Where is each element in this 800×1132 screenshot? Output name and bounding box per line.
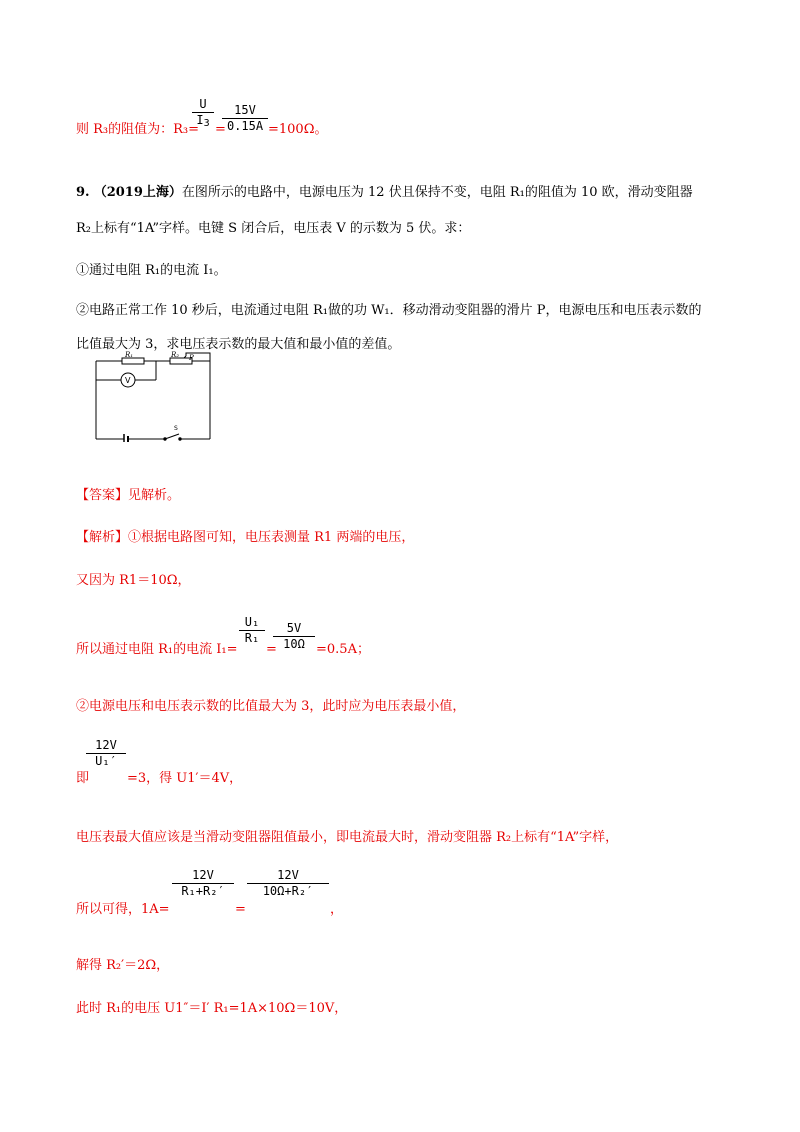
r2-label: R₂ [171,351,180,359]
u1-frac-denominator: U₁′ [95,754,117,768]
r3-result-line [76,121,199,139]
i1-fraction-u1-over-r1 [239,615,265,646]
i1-frac2-numerator: 5V [286,621,302,635]
r3-eq: = [215,122,226,137]
analysis-i1-prefix: 所以通过电阻 R₁的电流 I₁= [76,642,238,657]
question-line-1 [76,184,693,202]
r3-result: =100Ω。 [268,122,328,137]
r2-eq: = [235,902,246,917]
analysis-line-8: 解得 R₂′＝2Ω， [76,958,170,973]
v-label: V [125,376,131,385]
i1-frac2-denominator: 10Ω [283,637,305,651]
answer-line: 【答案】见解析。 [76,488,181,503]
r3-frac-den-main: I [196,113,204,127]
r3-frac2-denominator: 0.15A [226,119,264,133]
s-label: S [174,425,178,432]
analysis-line-1: 【解析】①根据电路图可知，电压表测量 R1 两端的电压， [76,530,415,545]
i1-result: =0.5A； [316,642,370,657]
analysis-line-2: 又因为 R1＝10Ω， [76,573,191,588]
question-line-2: R₂上标有“1A”字样。电键 S 闭合后，电压表 V 的示数为 5 伏。求： [76,221,471,236]
circuit-diagram [94,350,214,442]
r2-fraction-2 [247,868,329,899]
r2-result: ， [330,902,344,917]
r3-fraction-u-over-i [192,97,214,131]
u1-result: =3，得 U1′＝4V， [127,771,243,786]
p-label: P [189,354,194,362]
u1-prefix: 即 [76,771,90,786]
r2-frac1-denominator: R₁+R₂′ [181,884,225,898]
u1-frac-numerator: 12V [95,738,117,752]
circuit-svg [94,350,214,442]
r3-frac2-numerator: 15V [234,103,256,117]
r3-fraction-values [222,103,268,134]
r2-frac2-denominator: 10Ω+R₂′ [262,884,314,898]
u1-fraction [86,738,126,769]
analysis-line-4: ②电源电压和电压表示数的比值最大为 3，此时应为电压表最小值， [76,699,466,714]
r2-frac1-numerator: 12V [192,868,214,882]
question-source: （2019上海） [93,185,182,200]
r1-label: R₁ [125,351,134,359]
r3-frac-den-sub: 3 [203,118,210,129]
r2-prefix: 所以可得，1A= [76,902,170,917]
question-part-1: ①通过电阻 R₁的电流 I₁。 [76,263,227,278]
question-text-1: 在图所示的电路中，电源电压为 12 伏且保持不变，电阻 R₁的阻值为 10 欧，滑动变阻器 [181,185,693,200]
question-number: 9. [76,185,90,200]
r2-fraction-1 [172,868,234,899]
r3-frac-denominator [192,113,214,131]
question-part-2-line-2: 比值最大为 3，求电压表示数的最大值和最小值的差值。 [76,337,401,352]
i1-frac1-denominator: R₁ [244,631,260,645]
analysis-line-6: 电压表最大值应该是当滑动变阻器阻值最小，即电流最大时，滑动变阻器 R₂上标有“1A”字样， [76,830,619,845]
i1-fraction-values [273,621,315,652]
i1-eq: = [266,642,277,657]
analysis-line-9: 此时 R₁的电压 U1″＝I′ R₁=1A×10Ω＝10V， [76,1001,348,1016]
question-part-2-line-1: ②电路正常工作 10 秒后，电流通过电阻 R₁做的功 W₁．移动滑动变阻器的滑片 P，电源电压和电压表示数的 [76,303,702,318]
i1-frac1-numerator: U₁ [244,615,260,629]
r3-frac-numerator: U [199,97,207,111]
r2-frac2-numerator: 12V [277,868,299,882]
r3-prefix: 则 R₃的阻值为：R₃= [76,122,200,137]
